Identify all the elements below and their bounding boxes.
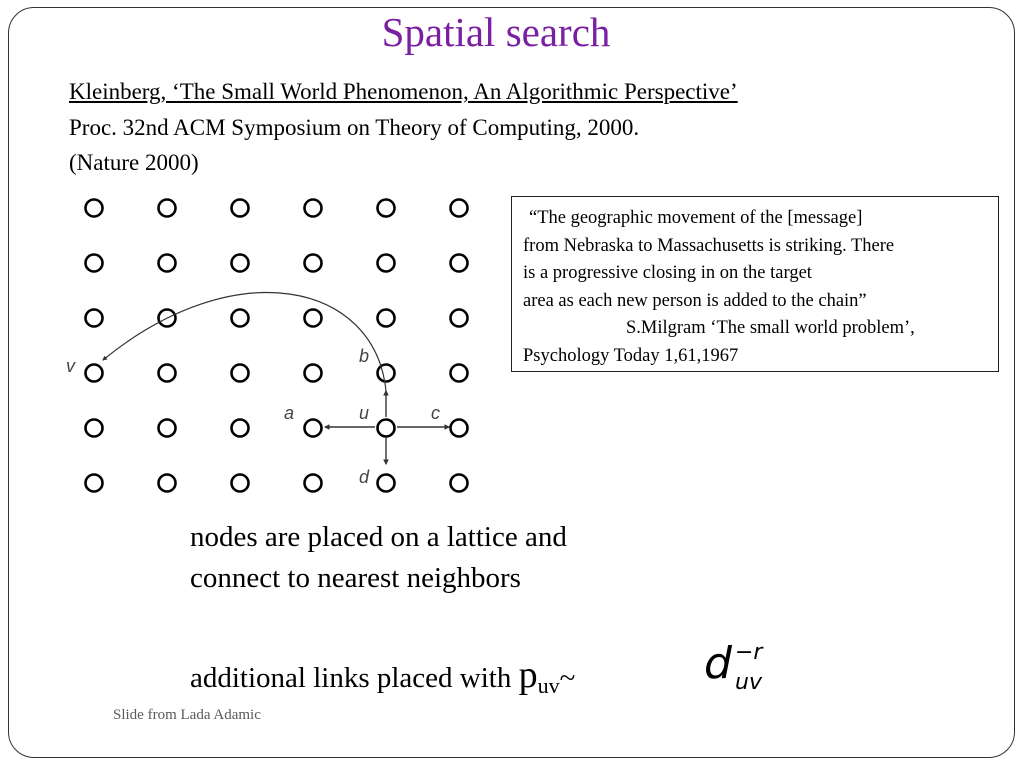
lattice-node-r0-c2 <box>232 200 249 217</box>
formula-base: d <box>704 638 732 689</box>
lattice-node-r4-c4 <box>378 420 395 437</box>
body-text-line-3-prefix: additional links placed with <box>190 662 519 694</box>
distance-power-formula <box>704 638 763 695</box>
quote-source-line-2: Psychology Today 1,61,1967 <box>523 345 739 366</box>
formula-exponent: −r <box>735 640 763 665</box>
lattice-node-r3-c2 <box>232 365 249 382</box>
lattice-node-r2-c5 <box>451 310 468 327</box>
slide-credit: Slide from Lada Adamic <box>113 707 261 723</box>
quote-line-1: “The geographic movement of the [message] <box>529 208 863 228</box>
lattice-node-r1-c1 <box>159 255 176 272</box>
lattice-node-r3-c5 <box>451 365 468 382</box>
lattice-node-r3-c4 <box>378 365 395 382</box>
lattice-node-r1-c0 <box>86 255 103 272</box>
lattice-node-r2-c3 <box>305 310 322 327</box>
citation-line-3: (Nature 2000) <box>69 150 199 175</box>
lattice-node-r0-c1 <box>159 200 176 217</box>
lattice-node-r1-c3 <box>305 255 322 272</box>
lattice-node-r3-c0 <box>86 365 103 382</box>
lattice-node-r4-c3 <box>305 420 322 437</box>
body-text-line-3 <box>190 653 575 699</box>
quote-line-3: is a progressive closing in on the target <box>523 263 812 283</box>
lattice-node-r0-c5 <box>451 200 468 217</box>
lattice-edges <box>103 293 449 464</box>
citation-line-1: Kleinberg, ‘The Small World Phenomenon, An Algorithmic Perspective’ <box>69 79 738 104</box>
quote-source-line-1: S.Milgram ‘The small world problem’, <box>626 318 915 338</box>
lattice-node-r2-c4 <box>378 310 395 327</box>
lattice-node-r4-c1 <box>159 420 176 437</box>
lattice-node-r0-c0 <box>86 200 103 217</box>
formula-subscript: uv <box>735 670 762 695</box>
label-u: u <box>359 403 370 423</box>
slide-title: Spatial search <box>381 9 611 55</box>
lattice-node-r1-c2 <box>232 255 249 272</box>
lattice-diagram <box>55 192 495 502</box>
label-a: a <box>284 403 295 423</box>
lattice-node-r2-c0 <box>86 310 103 327</box>
lattice-node-r1-c4 <box>378 255 395 272</box>
milgram-quote-box <box>511 196 999 372</box>
lattice-node-r5-c4 <box>378 475 395 492</box>
proportional-tilde: ~ <box>559 662 576 694</box>
lattice-node-r5-c5 <box>451 475 468 492</box>
lattice-node-r3-c1 <box>159 365 176 382</box>
label-b: b <box>359 346 370 366</box>
probability-symbol: p <box>518 654 538 696</box>
lattice-nodes <box>86 200 468 492</box>
probability-subscript: uv <box>537 673 560 698</box>
lattice-node-r1-c5 <box>451 255 468 272</box>
quote-line-2: from Nebraska to Massachusetts is striking. There <box>523 235 895 256</box>
label-c: c <box>431 403 440 423</box>
body-text-line-1: nodes are placed on a lattice and <box>190 521 567 553</box>
lattice-node-r5-c3 <box>305 475 322 492</box>
citation-line-2: Proc. 32nd ACM Symposium on Theory of Computing, 2000. <box>69 115 640 140</box>
lattice-node-r4-c5 <box>451 420 468 437</box>
lattice-node-r0-c3 <box>305 200 322 217</box>
lattice-node-r3-c3 <box>305 365 322 382</box>
body-text-line-2: connect to nearest neighbors <box>190 562 521 594</box>
label-v: v <box>66 356 75 376</box>
quote-line-4: area as each new person is added to the chain” <box>523 290 867 311</box>
lattice-node-r4-c2 <box>232 420 249 437</box>
lattice-node-r4-c0 <box>86 420 103 437</box>
lattice-node-r5-c0 <box>86 475 103 492</box>
lattice-node-r2-c2 <box>232 310 249 327</box>
lattice-node-r5-c2 <box>232 475 249 492</box>
lattice-node-r5-c1 <box>159 475 176 492</box>
label-d: d <box>359 467 370 487</box>
lattice-node-r0-c4 <box>378 200 395 217</box>
